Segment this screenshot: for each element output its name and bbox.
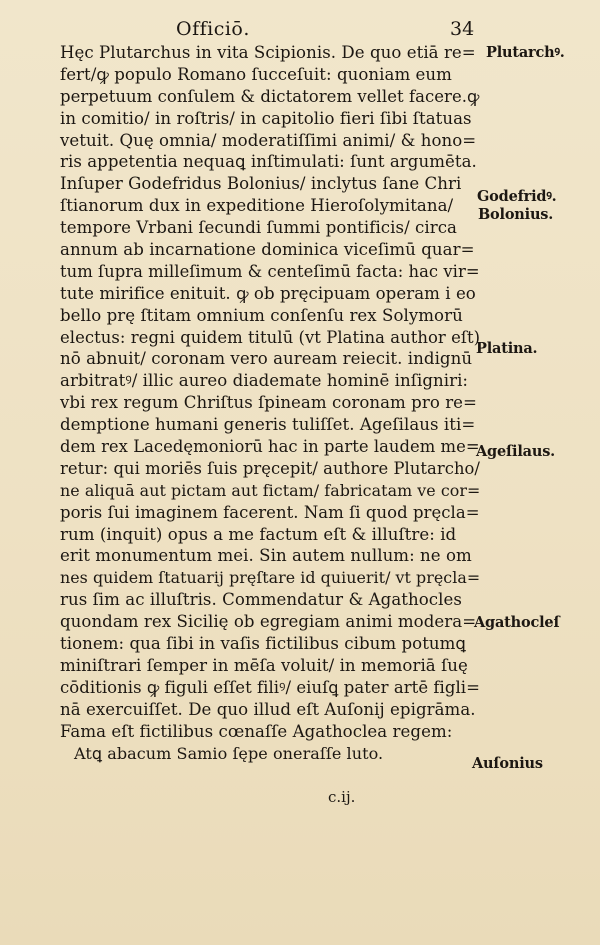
margin-note-agesilaus: Ageſilaus. [476, 443, 556, 460]
margin-note-agathocles: Agathocleſ [474, 614, 560, 631]
text-line: quondam rex Sicilię ob egregiam animi modera= [60, 612, 477, 632]
text-line: tum ſupra milleſimum & centeſimū facta: hac vir= [60, 261, 480, 281]
text-line: ſtianorum dux in expeditione Hieroſolymitana/ [60, 196, 454, 216]
text-line: tionem: qua ſibi in vaſis fictilibus cibum potumꝗ [60, 634, 467, 654]
margin-note-godefridus: Godefridꝰ. [477, 188, 557, 205]
text-line: ris appetentia nequaꝗ inſtimulati: ſunt argumēta. [60, 152, 477, 172]
text-line: miniſtrari ſemper in mēſa voluit/ in memoriā ſuę [60, 655, 468, 675]
text-line: fert/ꝙ populo Romano ſucceſuit: quoniam eum [60, 64, 452, 84]
text-line: tempore Vrbani ſecundi ſummi pontificis/ circa [60, 218, 458, 238]
text-line: nā exercuiſſet. De quo illud eſt Auſonij epigrāma. [60, 699, 476, 719]
text-line: vbi rex regum Chriſtus ſpineam coronam pro re= [60, 393, 477, 413]
margin-note-ausonius: Auſonius [472, 755, 543, 772]
text-line: rus ſim ac illuſtris. Commendatur & Agathocles [60, 590, 462, 610]
text-line: rum (inquit) opus a me factum eſt & illuſtre: id [60, 524, 457, 544]
text-line: bello prę ſtitam omnium conſenſu rex Solymorū [60, 305, 463, 325]
margin-note-plutarchus: Plutarchꝰ. [486, 44, 565, 61]
text-line: annum ab incarnatione dominica viceſimū quar= [60, 240, 475, 260]
text-line: nes quidem ſtatuarij pręſtare id quiuerit/ vt pręcla= [60, 568, 481, 588]
text-line: cōditionis ꝙ figuli eſſet filiꝰ/ eiuſꝗ pater artē figli= [60, 677, 480, 697]
text-line: electus: regni quidem titulū (vt Platina author eſt) [60, 327, 481, 347]
text-line: Inſuper Godefridus Bolonius/ inclytus ſane Chri [60, 174, 462, 194]
text-line: in comitio/ in roſtris/ in capitolio fieri ſibi ſtatuas [60, 108, 472, 128]
folio-number: 34 [450, 18, 475, 40]
text-line: demptione humani generis tuliſſet. Ageſilaus iti= [60, 415, 476, 435]
text-line: arbitratꝰ/ illic aureo diademate hominē inſigniri: [60, 371, 469, 391]
text-line: Fama eſt fictilibus cœnaſſe Agathoclea regem: [60, 721, 453, 741]
text-line: poris ſui imaginem facerent. Nam ſi quod pręcla= [60, 502, 480, 522]
main-text-block [60, 42, 480, 764]
running-head: Officiō. [176, 18, 250, 40]
text-line: erit monumentum mei. Sin autem nullum: ne om [60, 546, 472, 566]
signature-mark: c.ij. [328, 788, 356, 806]
page-header [0, 8, 600, 38]
text-line: nō abnuit/ coronam vero auream reiecit. indignū [60, 349, 473, 369]
margin-note-bolonius: Bolonius. [478, 206, 554, 223]
text-line: perpetuum conſulem & dictatorem vellet facere.ꝙ [60, 86, 480, 106]
text-line: Hęc Plutarchus in vita Scipionis. De quo etiā re= [60, 43, 476, 62]
margin-note-platina: Platina. [476, 340, 538, 357]
text-line: Atꝗ abacum Samio ſępe oneraſſe luto. [74, 743, 384, 763]
text-line: tute mirifice enituit. ꝙ ob pręcipuam operam i eo [60, 283, 476, 303]
text-line: retur: qui moriēs ſuis pręcepit/ authore Plutarcho/ [60, 458, 480, 478]
text-line: ne aliquā aut pictam aut fictam/ fabricatam ve cor= [60, 480, 481, 500]
text-line: vetuit. Quę omnia/ moderatiſſimi animi/ & hono= [60, 130, 477, 150]
text-line: dem rex Lacedęmoniorū hac in parte laudem me= [60, 437, 480, 457]
